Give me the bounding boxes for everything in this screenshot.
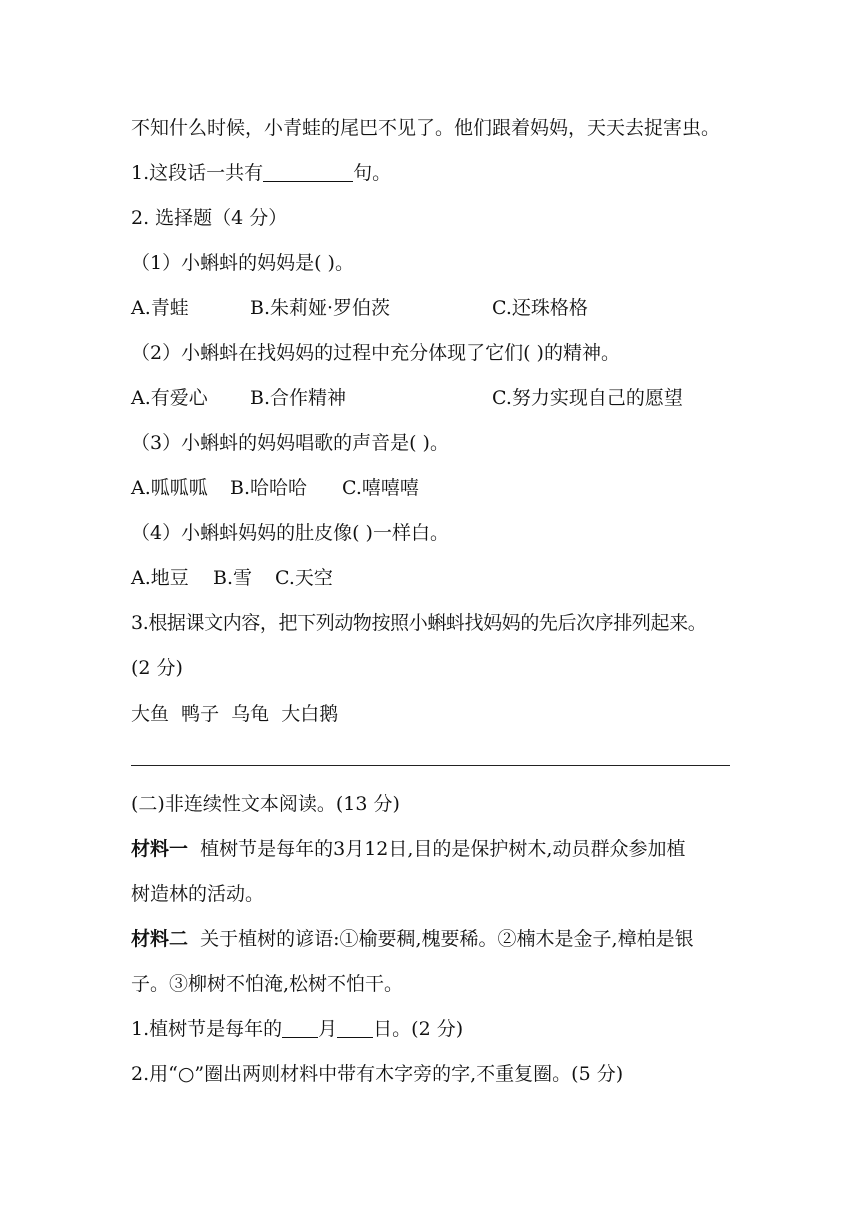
option-c[interactable]: C.天空 (275, 567, 333, 589)
month-label: 月 (318, 1018, 338, 1040)
day-blank[interactable] (337, 1017, 373, 1038)
option-c[interactable]: C.嘻嘻嘻 (342, 477, 419, 499)
material-1-continued: 树造林的活动。 (131, 883, 265, 905)
question-2-title: 2. 选择题（4 分） (131, 207, 288, 229)
choice-stem-2: （2）小蝌蚪在找妈妈的过程中充分体现了它们( )的精神。 (131, 342, 620, 364)
material-2 (131, 927, 694, 951)
choice-stem-1: （1）小蝌蚪的妈妈是( )。 (131, 252, 354, 274)
question-1-prefix: 1.这段话一共有 (131, 162, 264, 184)
section-2-question-2: 2.用“○”圈出两则材料中带有木字旁的字,不重复圈。(5 分) (131, 1063, 624, 1085)
choice-options-2 (131, 386, 683, 410)
question-1 (131, 161, 391, 185)
choice-options-3 (131, 476, 419, 500)
material-2-label: 材料二 (131, 928, 189, 950)
option-b[interactable]: B.朱莉娅·罗伯茨 (250, 297, 391, 319)
choice-options-1 (131, 296, 588, 320)
material-1-text: 植树节是每年的3月12日,目的是保护树木,动员群众参加植 (200, 838, 686, 860)
question-suffix: 日。(2 分) (373, 1018, 464, 1040)
option-a[interactable]: A.有爱心 (131, 387, 208, 409)
section-2-heading: (二)非连续性文本阅读。(13 分) (131, 793, 400, 815)
month-blank[interactable] (282, 1017, 318, 1038)
option-c[interactable]: C.努力实现自己的愿望 (492, 387, 683, 409)
material-2-text: 关于植树的谚语:①榆要稠,槐要稀。②楠木是金子,樟柏是银 (200, 928, 694, 950)
option-b[interactable]: B.合作精神 (250, 387, 347, 409)
option-a[interactable]: A.青蛙 (131, 297, 189, 319)
choice-options-4 (131, 566, 333, 590)
section-2-question-1 (131, 1017, 463, 1041)
option-b[interactable]: B.哈哈哈 (230, 477, 308, 499)
material-2-continued: 子。③柳树不怕淹,松树不怕干。 (131, 973, 404, 995)
question-prefix: 1.植树节是每年的 (131, 1018, 283, 1040)
choice-stem-4: （4）小蝌蚪妈妈的肚皮像( )一样白。 (131, 522, 449, 544)
material-1-label: 材料一 (131, 838, 189, 860)
animal-list: 大鱼 鸭子 乌龟 大白鹅 (131, 703, 339, 725)
question-1-suffix: 句。 (353, 162, 392, 184)
material-1 (131, 837, 685, 861)
question-3: 3.根据课文内容，把下列动物按照小蝌蚪找妈妈的先后次序排列起来。 (131, 612, 707, 634)
answer-blank[interactable] (263, 161, 353, 182)
option-c[interactable]: C.还珠格格 (492, 297, 588, 319)
option-a[interactable]: A.呱呱呱 (131, 477, 208, 499)
section-divider (131, 765, 730, 766)
choice-stem-3: （3）小蝌蚪的妈妈唱歌的声音是( )。 (131, 432, 449, 454)
question-3-score: (2 分) (131, 657, 183, 679)
option-b[interactable]: B.雪 (213, 567, 253, 589)
option-a[interactable]: A.地豆 (131, 567, 189, 589)
passage-text: 不知什么时候，小青蛙的尾巴不见了。他们跟着妈妈，天天去捉害虫。 (131, 117, 721, 139)
